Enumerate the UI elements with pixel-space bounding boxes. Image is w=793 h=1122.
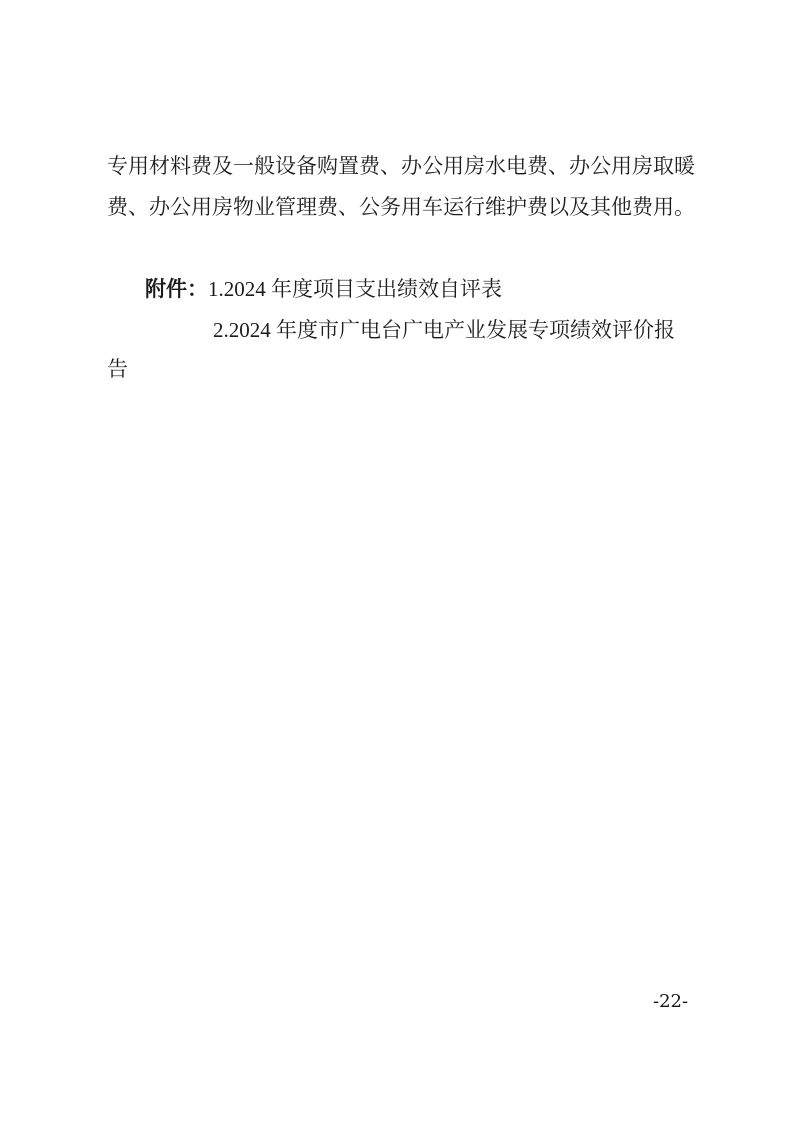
page-number: -22-	[653, 991, 689, 1012]
attachment-label: 附件：	[145, 278, 208, 301]
body-paragraph-line-1: 专用材料费及一般设备购置费、办公用房水电费、办公用房取暖	[107, 154, 695, 178]
attachment-item-1-text: 1.2024 年度项目支出绩效自评表	[208, 277, 502, 301]
attachment-item-2-line-2: 告	[107, 357, 128, 381]
attachment-item-1-line	[145, 278, 502, 301]
body-paragraph-line-2: 费、办公用房物业管理费、公务用车运行维护费以及其他费用。	[107, 195, 695, 219]
attachment-item-2-line-1: 2.2024 年度市广电台广电产业发展专项绩效评价报	[213, 318, 675, 342]
